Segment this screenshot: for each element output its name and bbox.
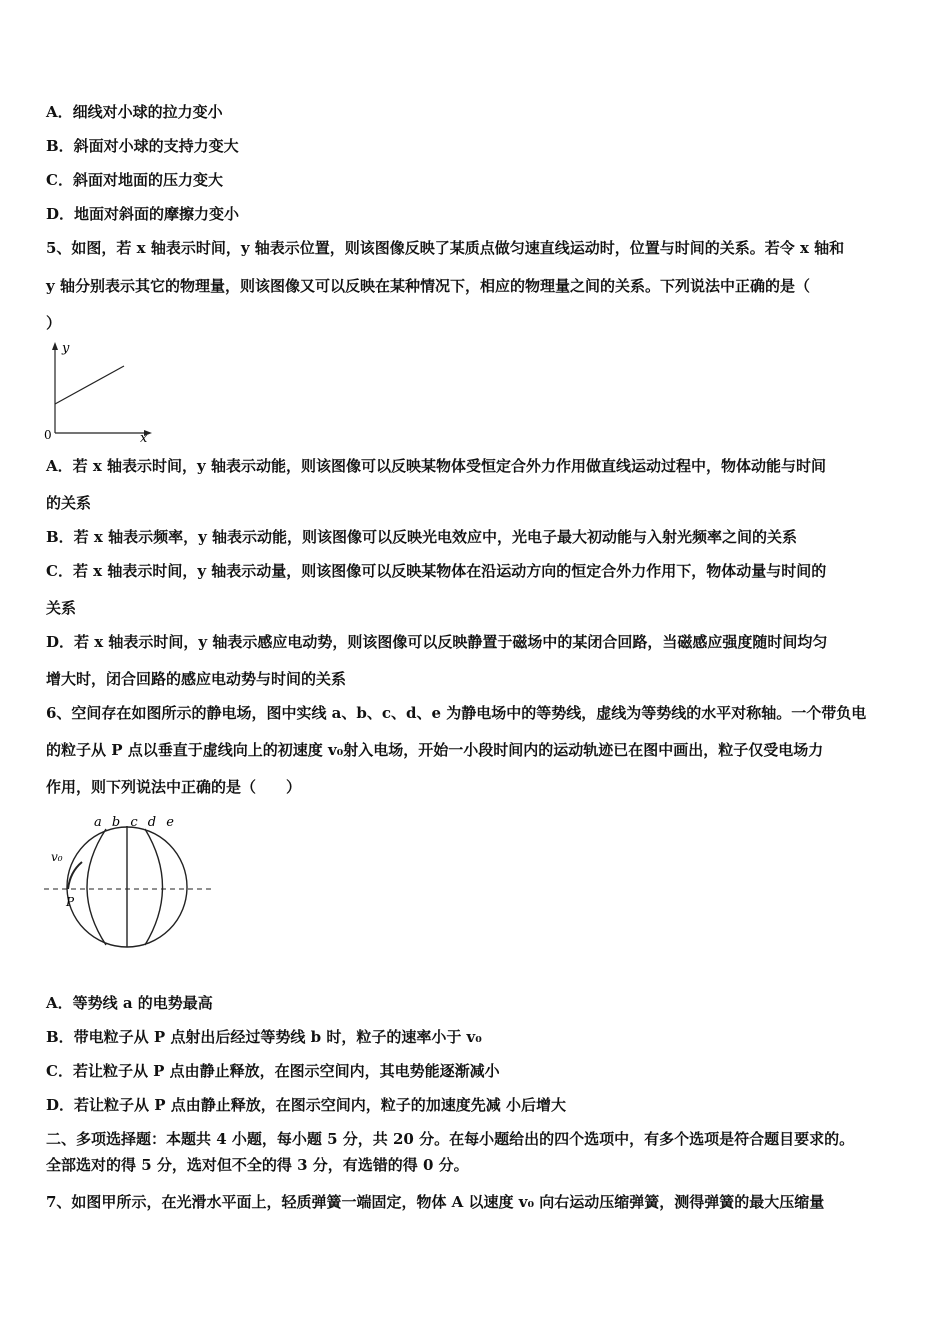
q5-option-a-line1: A．若 x 轴表示时间，y 轴表示动能，则该图像可以反映某物体受恒定合外力作用做直线运动过程中，物体动能与时间 (46, 457, 826, 475)
q5-option-c-line1: C．若 x 轴表示时间，y 轴表示动量，则该图像可以反映某物体在沿运动方向的恒定合外力作用下，物体动量与时间的 (46, 562, 827, 580)
q4-option-d: D．地面对斜面的摩擦力变小 (46, 205, 240, 223)
q5-graph-origin-label: 0 (44, 428, 52, 442)
q6-point-p-label: P (66, 895, 75, 909)
section2-line2: 全部选对的得 5 分，选对但不全的得 3 分，有选错的得 0 分。 (46, 1156, 469, 1174)
q5-option-a-line2: 的关系 (46, 494, 92, 512)
q5-option-b: B．若 x 轴表示频率，y 轴表示动能，则该图像可以反映光电效应中，光电子最大初动能与入射光频率之间的关系 (46, 528, 798, 546)
q5-stem-line3: ） (46, 314, 62, 332)
q5-option-d-line1: D．若 x 轴表示时间，y 轴表示感应电动势，则该图像可以反映静置于磁场中的某闭合回路，当磁感应强度随时间均匀 (46, 633, 828, 651)
q6-equipotential-figure (40, 810, 220, 952)
q5-stem-line1: 5、如图，若 x 轴表示时间，y 轴表示位置，则该图像反映了某质点做匀速直线运动时，位置与时间的关系。若令 x 轴和 (46, 239, 845, 257)
q6-option-a: A．等势线 a 的电势最高 (46, 994, 213, 1012)
q5-graph-y-label: y (62, 341, 70, 356)
q4-option-b: B．斜面对小球的支持力变大 (46, 137, 239, 155)
q5-option-c-line2: 关系 (46, 599, 77, 617)
q5-graph-x-label: x (140, 431, 148, 446)
q4-option-c: C．斜面对地面的压力变大 (46, 171, 223, 189)
q6-option-c: C．若让粒子从 P 点由静止释放，在图示空间内，其电势能逐渐减小 (46, 1062, 500, 1080)
q6-stem-line3: 作用，则下列说法中正确的是（ ） (46, 778, 302, 796)
q7-stem-line1: 7、如图甲所示，在光滑水平面上，轻质弹簧一端固定，物体 A 以速度 v₀ 向右运动压缩弹簧，测得弹簧的最大压缩量 (46, 1193, 825, 1211)
q6-stem-line2: 的粒子从 P 点以垂直于虚线向上的初速度 v₀射入电场，开始一小段时间内的运动轨迹已在图中画出，粒子仅受电场力 (46, 741, 824, 759)
q5-option-d-line2: 增大时，闭合回路的感应电动势与时间的关系 (46, 670, 347, 688)
q6-stem-line1: 6、空间存在如图所示的静电场，图中实线 a、b、c、d、e 为静电场中的等势线，虚线为等势线的水平对称轴。一个带负电 (46, 704, 867, 722)
q5-linear-graph (40, 338, 160, 446)
q6-option-d: D．若让粒子从 P 点由静止释放，在图示空间内，粒子的加速度先减 小后增大 (46, 1096, 566, 1114)
q6-line-labels: a b c d e (94, 815, 177, 830)
q6-velocity-label: v₀ (51, 850, 63, 864)
q4-option-a: A．细线对小球的拉力变小 (46, 103, 223, 121)
section2-line1: 二、多项选择题：本题共 4 小题，每小题 5 分，共 20 分。在每小题给出的四个选项中，有多个选项是符合题目要求的。 (46, 1130, 855, 1148)
q6-option-b: B．带电粒子从 P 点射出后经过等势线 b 时，粒子的速率小于 v₀ (46, 1028, 482, 1046)
q5-stem-line2: y 轴分别表示其它的物理量，则该图像又可以反映在某种情况下，相应的物理量之间的关系。下列说法中正确的是（ (46, 277, 810, 295)
